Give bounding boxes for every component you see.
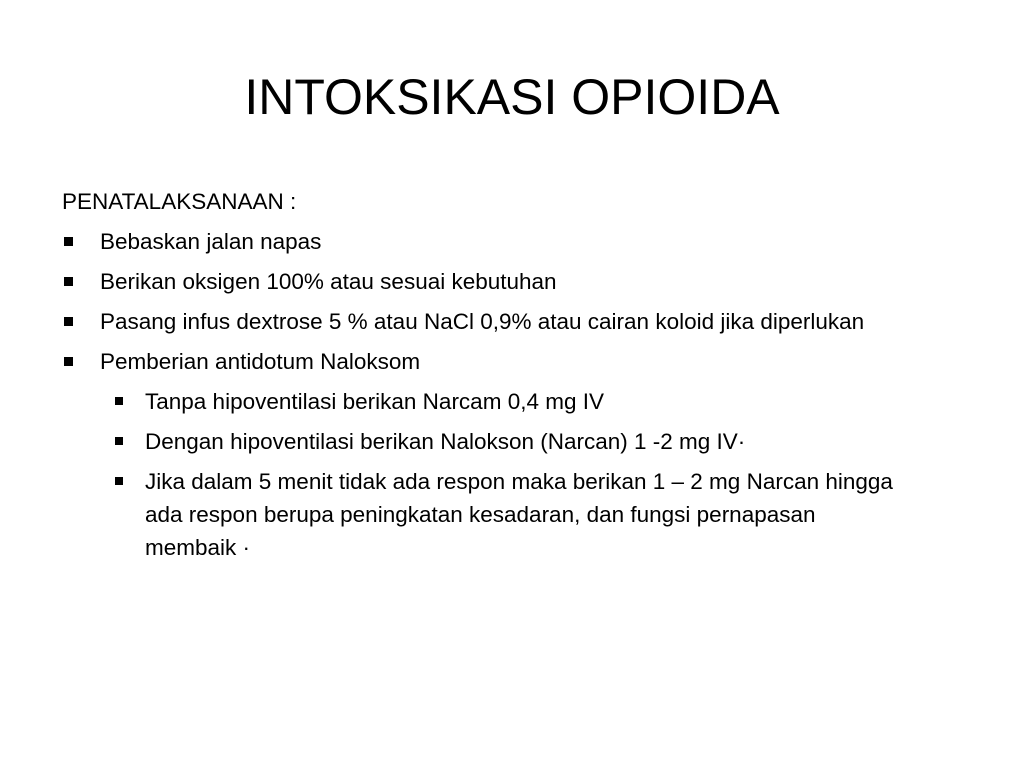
section-heading: PENATALAKSANAAN : (62, 189, 297, 214)
sub-list-item (100, 425, 962, 458)
square-bullet-icon (64, 317, 73, 326)
sub-list-item-text: Tanpa hipoventilasi berikan Narcam 0,4 mg IV (145, 389, 604, 414)
bullet-list (62, 225, 962, 564)
slide-content (62, 185, 962, 571)
square-bullet-icon (64, 237, 73, 246)
list-item (62, 305, 962, 338)
list-item (62, 225, 962, 258)
slide-title: INTOKSIKASI OPIOIDA (244, 69, 780, 125)
square-bullet-icon (115, 437, 123, 445)
list-item-text: Pemberian antidotum Naloksom (100, 349, 421, 374)
square-bullet-icon (115, 397, 123, 405)
sub-list-item-text: Dengan hipoventilasi berikan Nalokson (Narcan) 1 -2 mg IV· (145, 429, 746, 454)
list-item-text: Bebaskan jalan napas (100, 229, 322, 254)
list-item-text: Pasang infus dextrose 5 % atau NaCl 0,9% atau cairan koloid jika diperlukan (100, 309, 865, 334)
list-item-text: Berikan oksigen 100% atau sesuai kebutuhan (100, 269, 557, 294)
sub-list-item (100, 385, 962, 418)
square-bullet-icon (64, 357, 73, 366)
square-bullet-icon (64, 277, 73, 286)
list-item (62, 265, 962, 298)
square-bullet-icon (115, 477, 123, 485)
sub-bullet-list (100, 385, 962, 564)
list-item (62, 345, 962, 564)
sub-list-item-text: Jika dalam 5 menit tidak ada respon maka berikan 1 – 2 mg Narcan hingga ada respon berupa peningkatan kesadaran, dan fungsi pernapasan membaik · (145, 469, 893, 560)
sub-list-item (100, 465, 962, 564)
